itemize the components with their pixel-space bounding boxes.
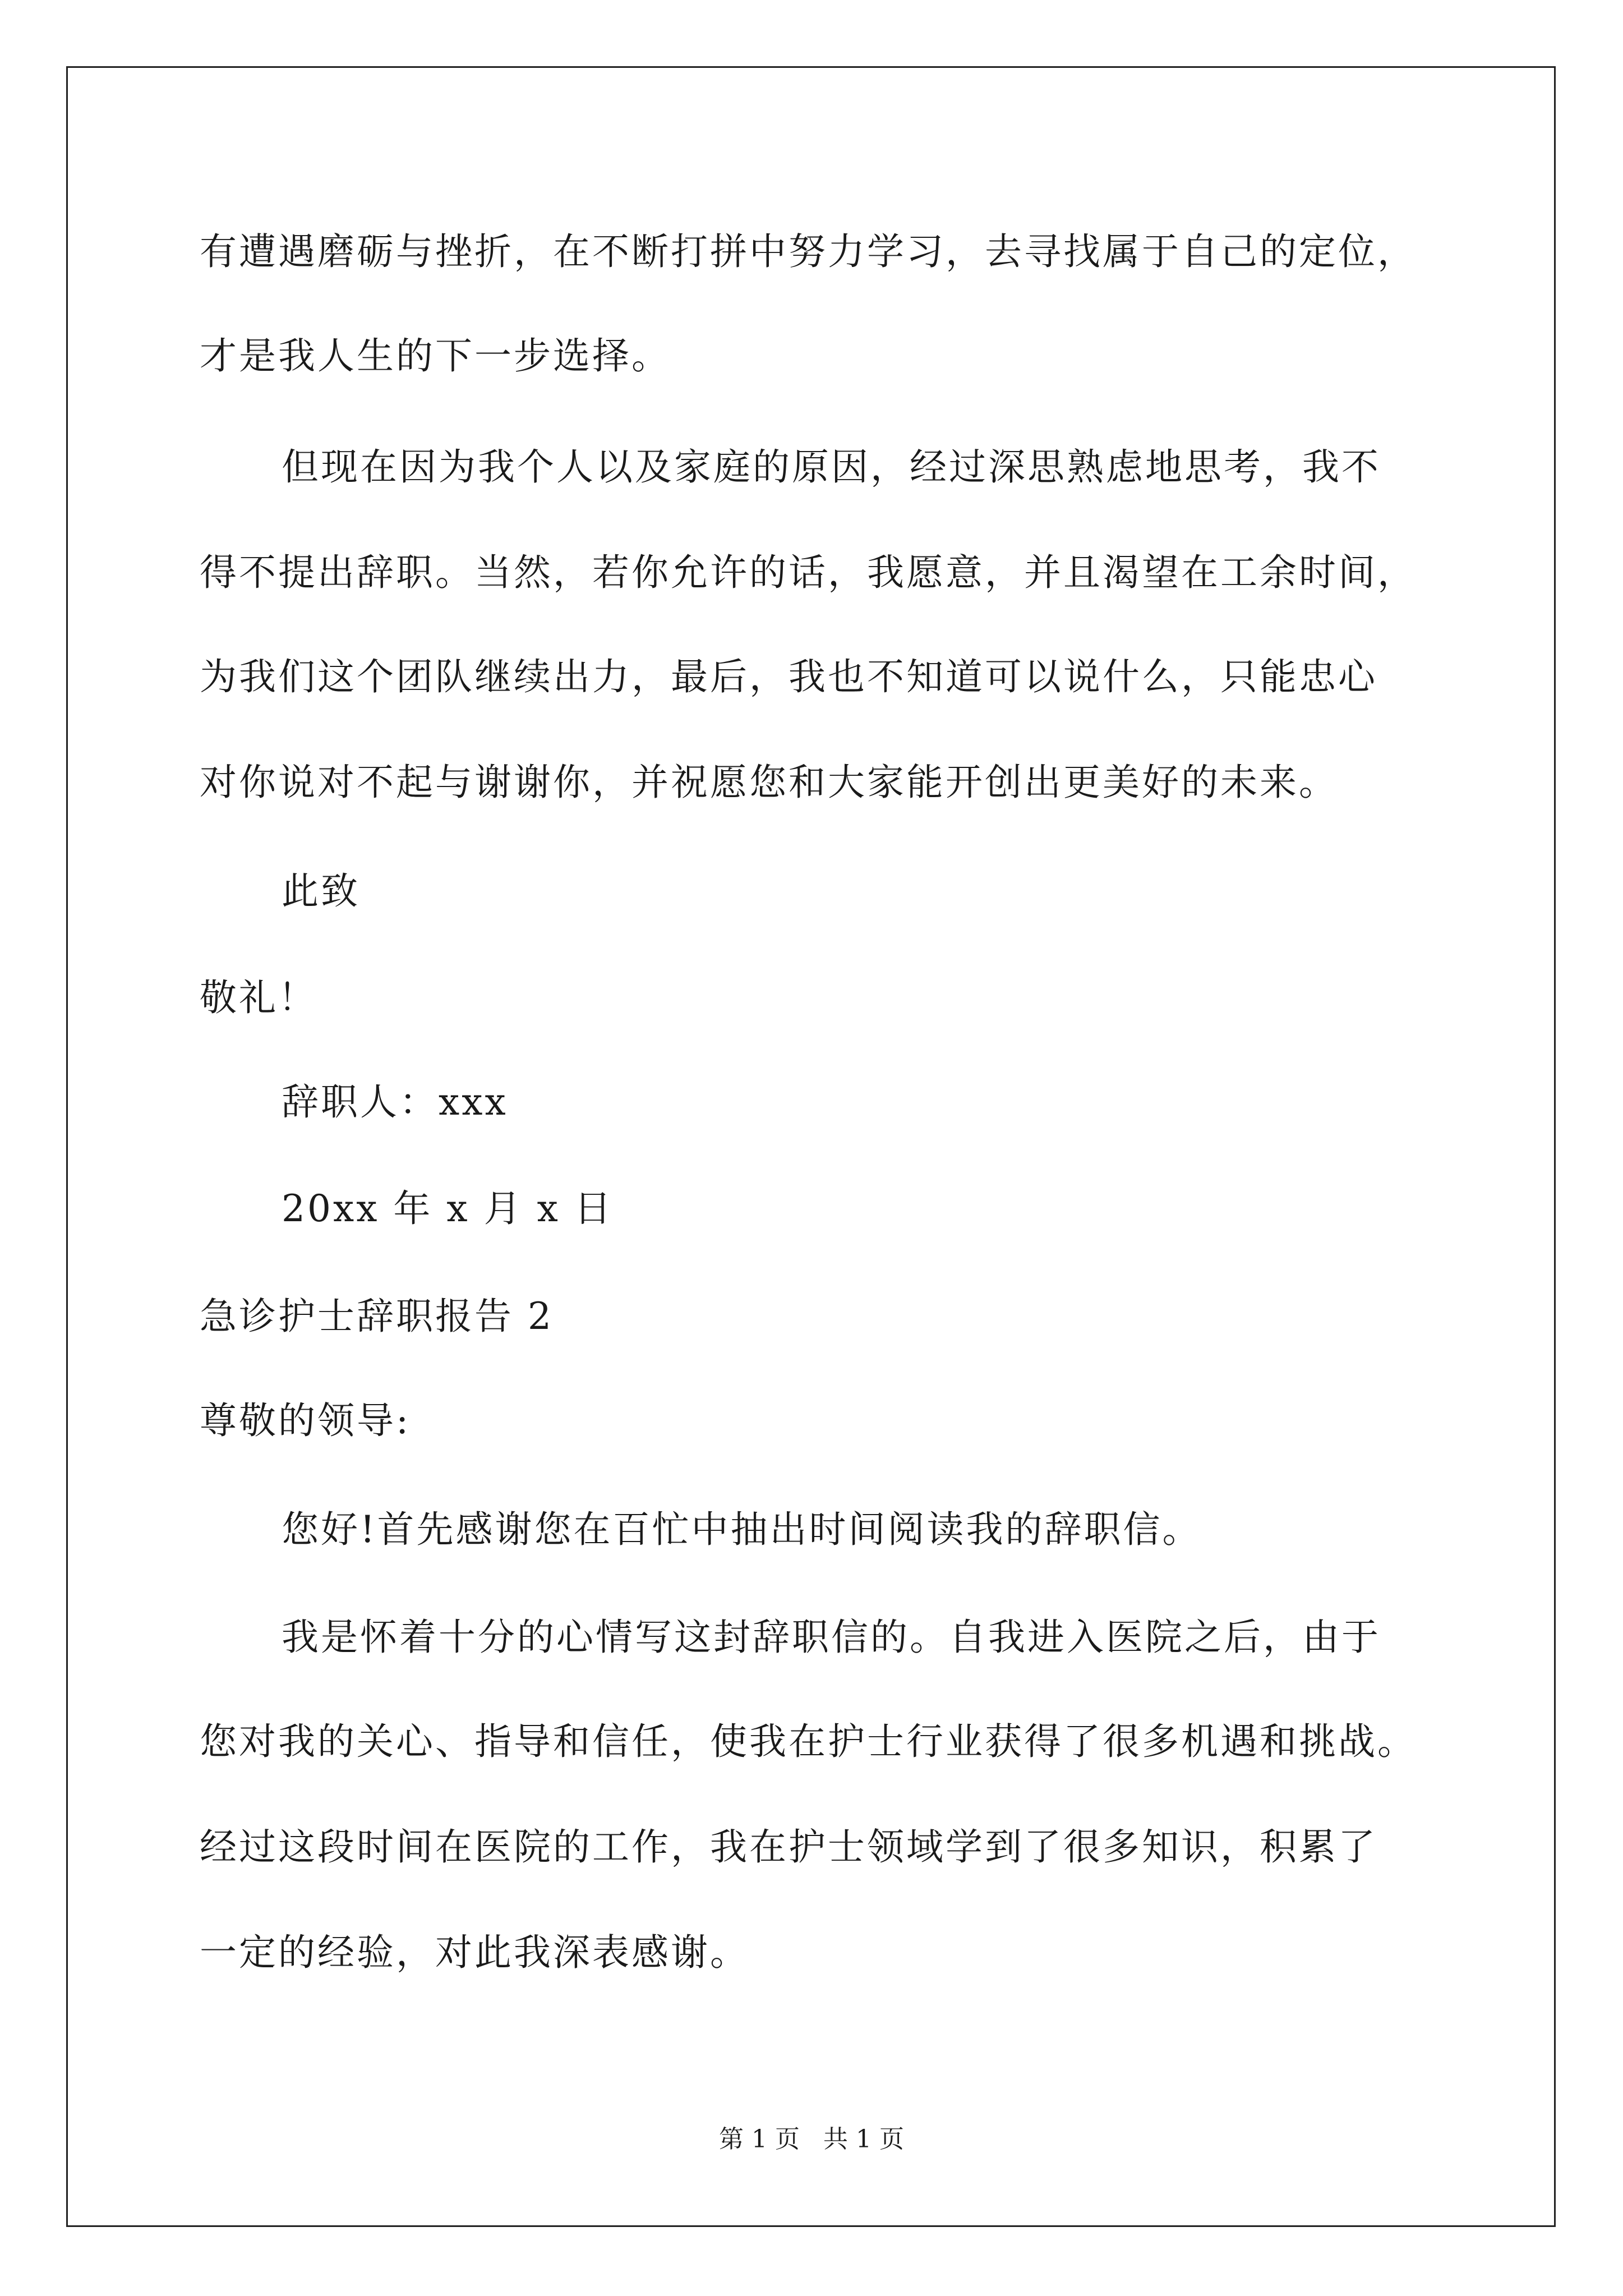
- body-text-line: 但现在因为我个人以及家庭的原因，经过深思熟虑地思考，我不: [282, 445, 1381, 489]
- section-title: 急诊护士辞职报告 2: [200, 1295, 554, 1338]
- body-text-line: 经过这段时间在医院的工作，我在护士领域学到了很多知识，积累了: [200, 1825, 1377, 1869]
- body-text-line: 为我们这个团队继续出力，最后，我也不知道可以说什么，只能忠心: [200, 655, 1377, 698]
- body-text-line: 有遭遇磨砺与挫折，在不断打拼中努力学习，去寻找属于自己的定位，: [200, 230, 1417, 273]
- body-text-line: 您对我的关心、指导和信任，使我在护士行业获得了很多机遇和挑战。: [200, 1720, 1417, 1763]
- date-line: 20xx 年 x 月 x 日: [282, 1187, 614, 1230]
- closing-regards: 敬礼！: [200, 976, 317, 1019]
- signature-line: 辞职人：xxx: [282, 1080, 508, 1124]
- body-text-line: 对你说对不起与谢谢你，并祝愿您和大家能开创出更美好的未来。: [200, 761, 1338, 804]
- page-border: [66, 66, 1556, 2227]
- page-footer: 第 1 页 共 1 页: [719, 2125, 904, 2154]
- closing-salutation: 此致: [282, 869, 360, 913]
- body-text-line: 得不提出辞职。当然，若你允许的话，我愿意，并且渴望在工余时间，: [200, 551, 1417, 594]
- greeting-line: 尊敬的领导:: [200, 1399, 411, 1442]
- body-text-line: 才是我人生的下一步选择。: [200, 334, 671, 378]
- body-text-line: 我是怀着十分的心情写这封辞职信的。自我进入医院之后，由于: [282, 1616, 1381, 1659]
- body-text-line: 一定的经验，对此我深表感谢。: [200, 1931, 749, 1974]
- body-text-line: 您好!首先感谢您在百忙中抽出时间阅读我的辞职信。: [282, 1508, 1202, 1551]
